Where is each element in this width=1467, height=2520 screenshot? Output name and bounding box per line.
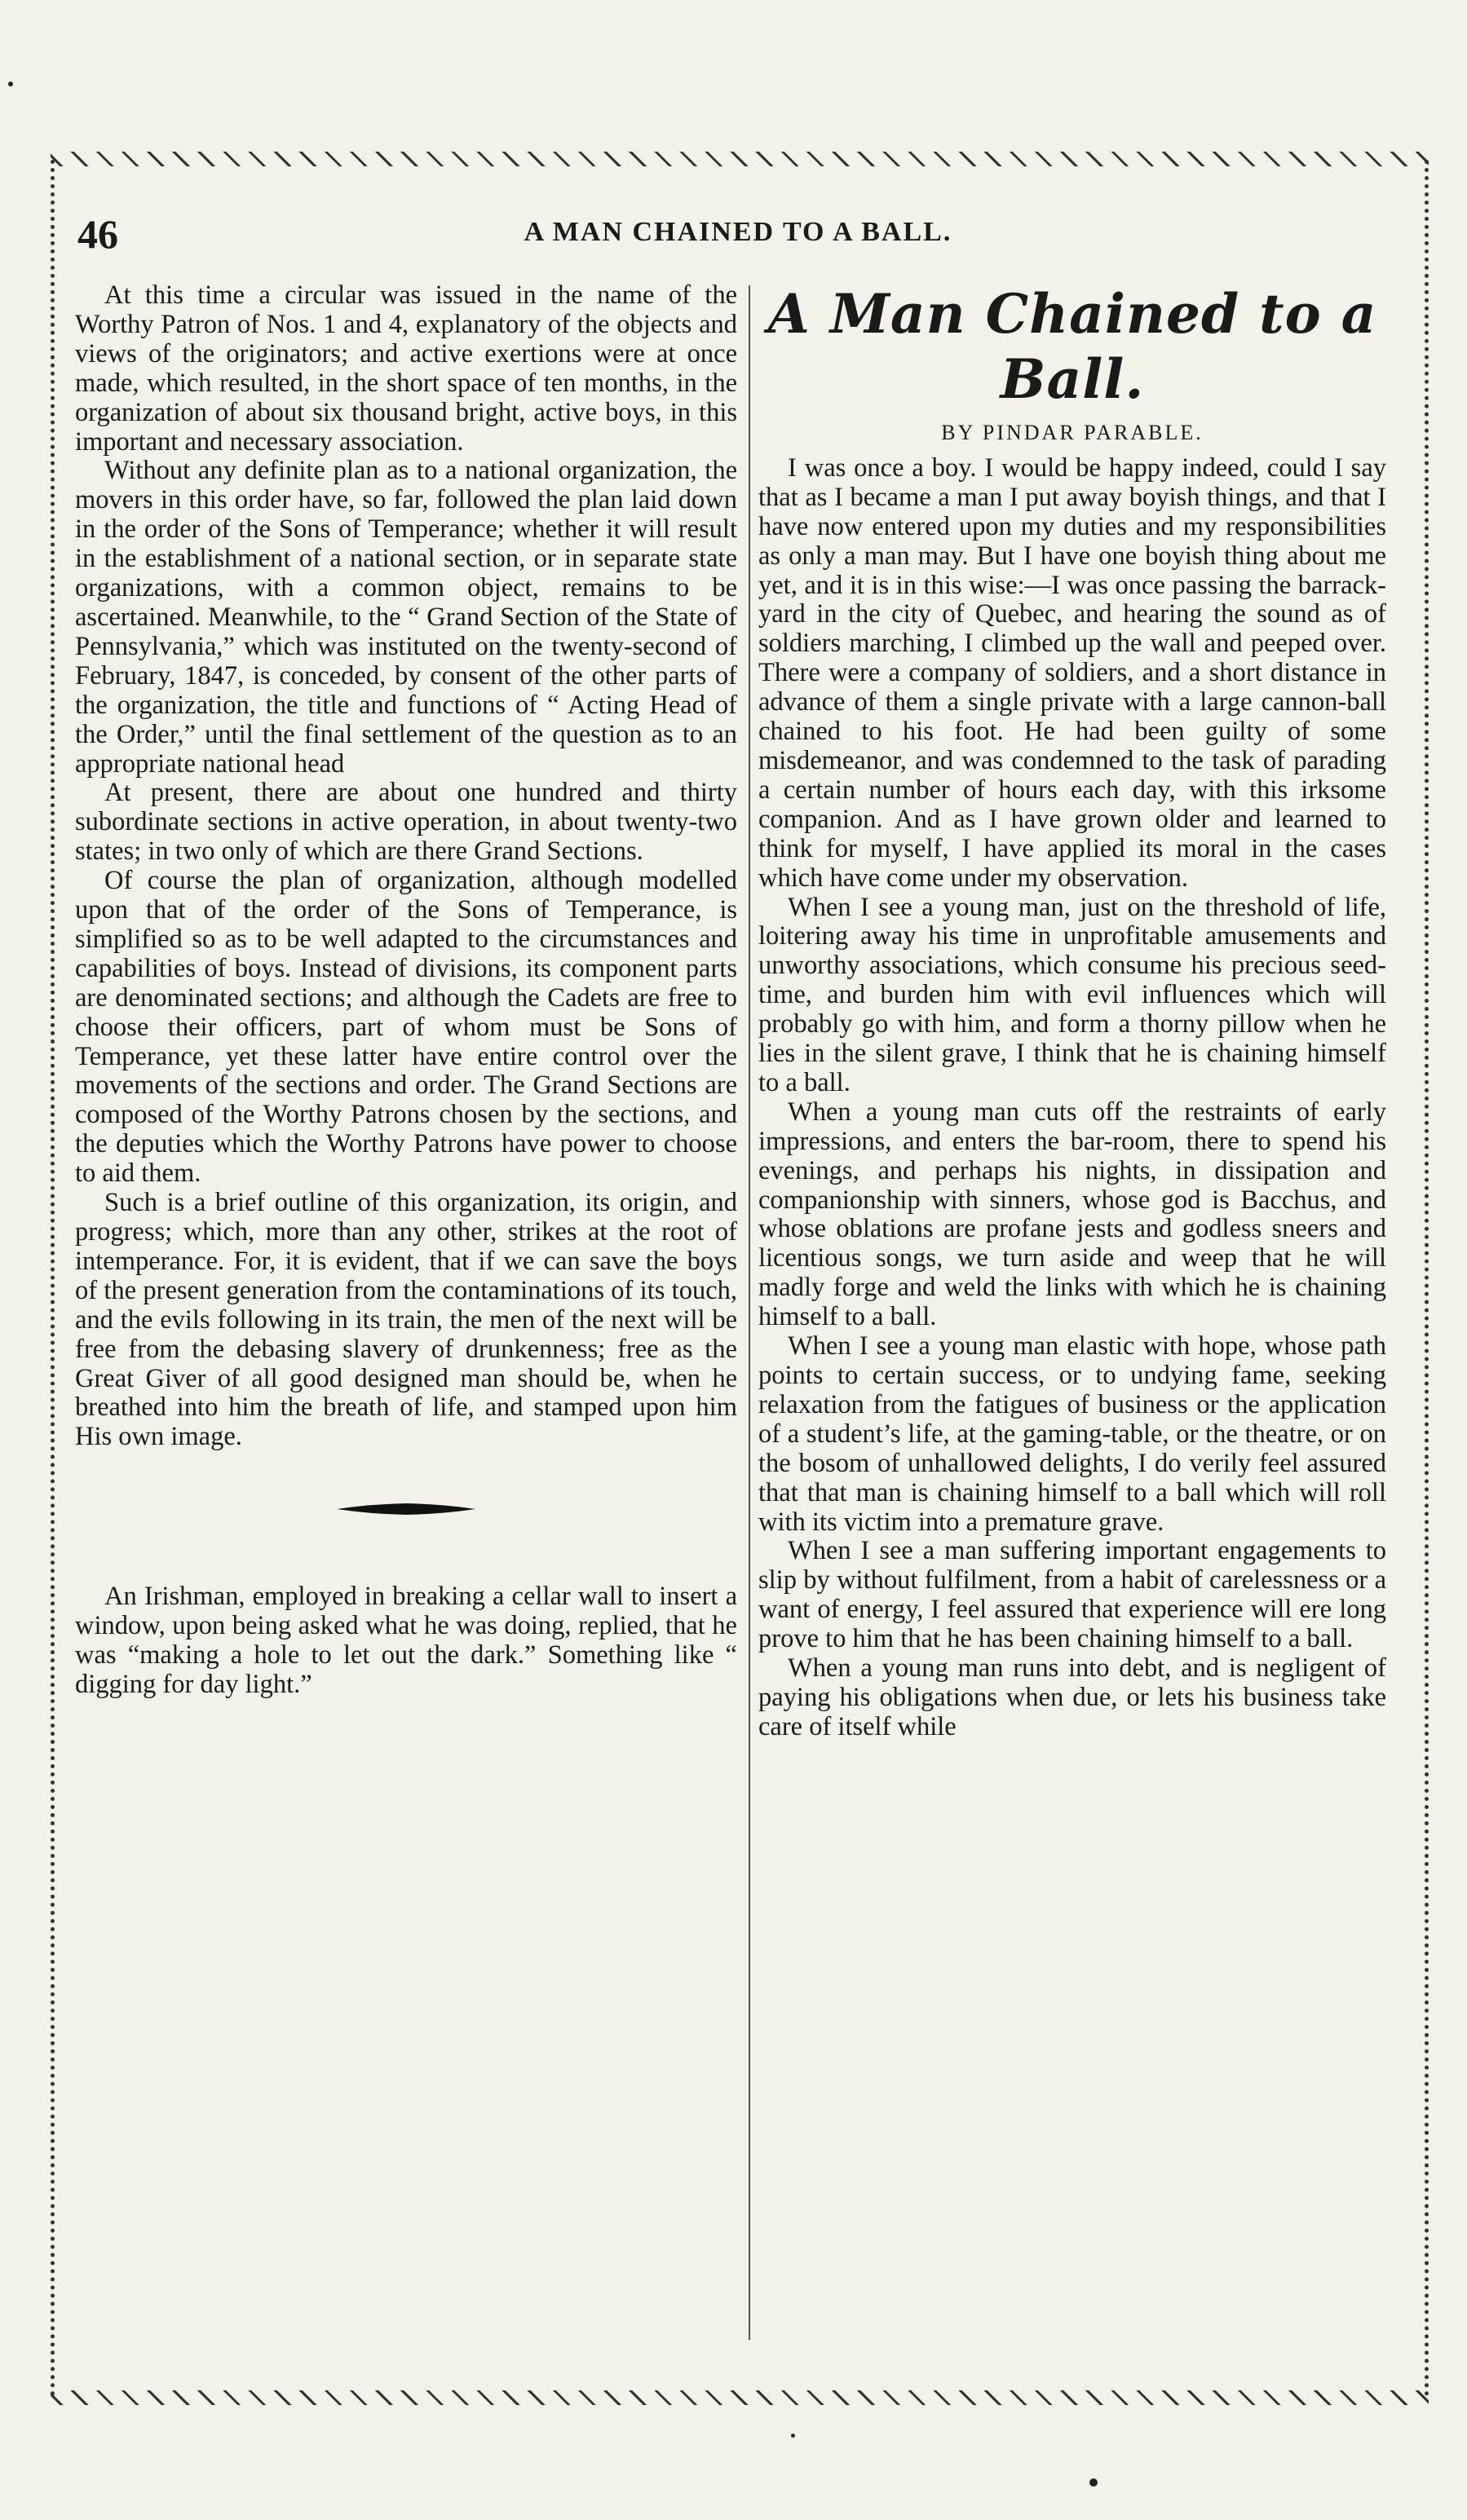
bottom-border-ornament <box>51 2390 1429 2405</box>
paragraph: I was once a boy. I would be happy indeed, could I say that as I became a man I put away boyish things, and that I have now entered upon my duties and my responsibilities as only a man may. But I have one boyish thing about me yet, and it is in this wise:—I was once passing the barrack-yard in the city of Quebec, and hearing the sound as of soldiers marching, I climbed up the wall and peeped over. There were a company of soldiers, and a short distance in advance of them a single private with a large cannon-ball chained to his foot. He had been guilty of some misdemeanor, and was condemned to the task of parading a certain number of hours each day, with this irksome companion. And as I have grown older and learned to think for myself, I have applied its moral in the cases which have come under my observation. <box>758 452 1386 893</box>
page-header <box>77 210 1399 259</box>
page-number: 46 <box>77 211 118 257</box>
paragraph: Such is a brief outline of this organization, its origin, and progress; which, more than any other, strikes at the root of intemperance. For, it is evident, that if we can save the boys of the present generation from the contaminations of its touch, and the evils following in its train, the men of the next will be free from the debasing slavery of drunkenness; free as the Great Giver of all good designed man should be, when he breathed into him the breath of life, and stamped upon him His own image. <box>75 1188 737 1452</box>
section-divider-ornament <box>337 1501 475 1517</box>
left-column <box>75 281 737 1700</box>
paragraph: When I see a young man elastic with hope, whose path points to certain success, or to undying fame, seeking relaxation from the fatigues of business or the application of a student’s life, at the gaming-table, or the theatre, or on the bosom of unhallowed delights, I do verily feel assured that that man is chaining himself to a ball which will roll with its victim into a premature grave. <box>758 1331 1386 1537</box>
paragraph: At this time a circular was issued in the name of the Worthy Patron of Nos. 1 and 4, explanatory of the objects and views of the originators; and active exertions were at once made, which resulted, in the short space of ten months, in the organization of about six thousand bright, active boys, in this important and necessary association. <box>75 280 737 457</box>
anecdote-paragraph: An Irishman, employed in breaking a cellar wall to insert a window, upon being asked what he was doing, replied, that he was “making a hole to let out the dark.” Something like “ digging for day light.” <box>75 1582 737 1699</box>
paragraph: Without any definite plan as to a national organization, the movers in this order have, so far, followed the plan laid down in the order of the Sons of Temperance; whether it will result in the establishment of a national section, or in separate state organizations, with a common object, remains to be ascertained. Meanwhile, to the “ Grand Section of the State of Pennsylvania,” which was instituted on the twenty-second of February, 1847, is conceded, by consent of the other parts of the organization, the title and functions of “ Acting Head of the Order,” until the final settlement of the question as to an appropriate national head <box>75 456 737 779</box>
paragraph: When a young man runs into debt, and is negligent of paying his obligations when due, or lets his business take care of itself while <box>758 1653 1386 1741</box>
column-rule <box>749 285 750 2340</box>
byline: BY PINDAR PARABLE. <box>941 421 1204 444</box>
speck <box>791 2434 795 2438</box>
speck <box>1089 2478 1098 2487</box>
right-column <box>758 281 1386 1742</box>
paragraph: When I see a man suffering important engagements to slip by without fulfilment, from a habit of carelessness or a want of energy, I feel assured that experience will ere long prove to him that he has been chaining himself to a ball. <box>758 1536 1386 1654</box>
paragraph: When a young man cuts off the restraints of early impressions, and enters the bar-room, there to spend his evenings, and perhaps his nights, in dissipation and companionship with sinners, whose god is Bacchus, and whose oblations are profane jests and godless sneers and licentious songs, we turn aside and weep that he will madly forge and weld the links with which he is chaining himself to a ball. <box>758 1097 1386 1332</box>
paragraph: When I see a young man, just on the threshold of life, loitering away his time in unprofitable amusements and unworthy associations, which consume his precious seed-time, and burden him with evil influences which will probably go with him, and form a thorny pillow when he lies in the silent grave, I think that he is chaining himself to a ball. <box>758 892 1386 1097</box>
paragraph: At present, there are about one hundred and thirty subordinate sections in active operation, in about twenty-two states; in two only of which are there Grand Sections. <box>75 778 737 867</box>
paragraph: Of course the plan of organization, although modelled upon that of the order of the Sons of Temperance, is simplified so as to be well adapted to the circumstances and capabilities of boys. Instead of divisions, its component parts are denominated sections; and although the Cadets are free to choose their officers, part of whom must be Sons of Temperance, yet these latter have entire control over the movements of the sections and order. The Grand Sections are composed of the Worthy Patrons chosen by the sections, and the deputies which the Worthy Patrons have power to choose to aid them. <box>75 866 737 1189</box>
article-title: A Man Chained to a Ball. <box>767 282 1377 411</box>
running-title: A MAN CHAINED TO A BALL. <box>524 217 952 247</box>
speck <box>8 82 13 86</box>
